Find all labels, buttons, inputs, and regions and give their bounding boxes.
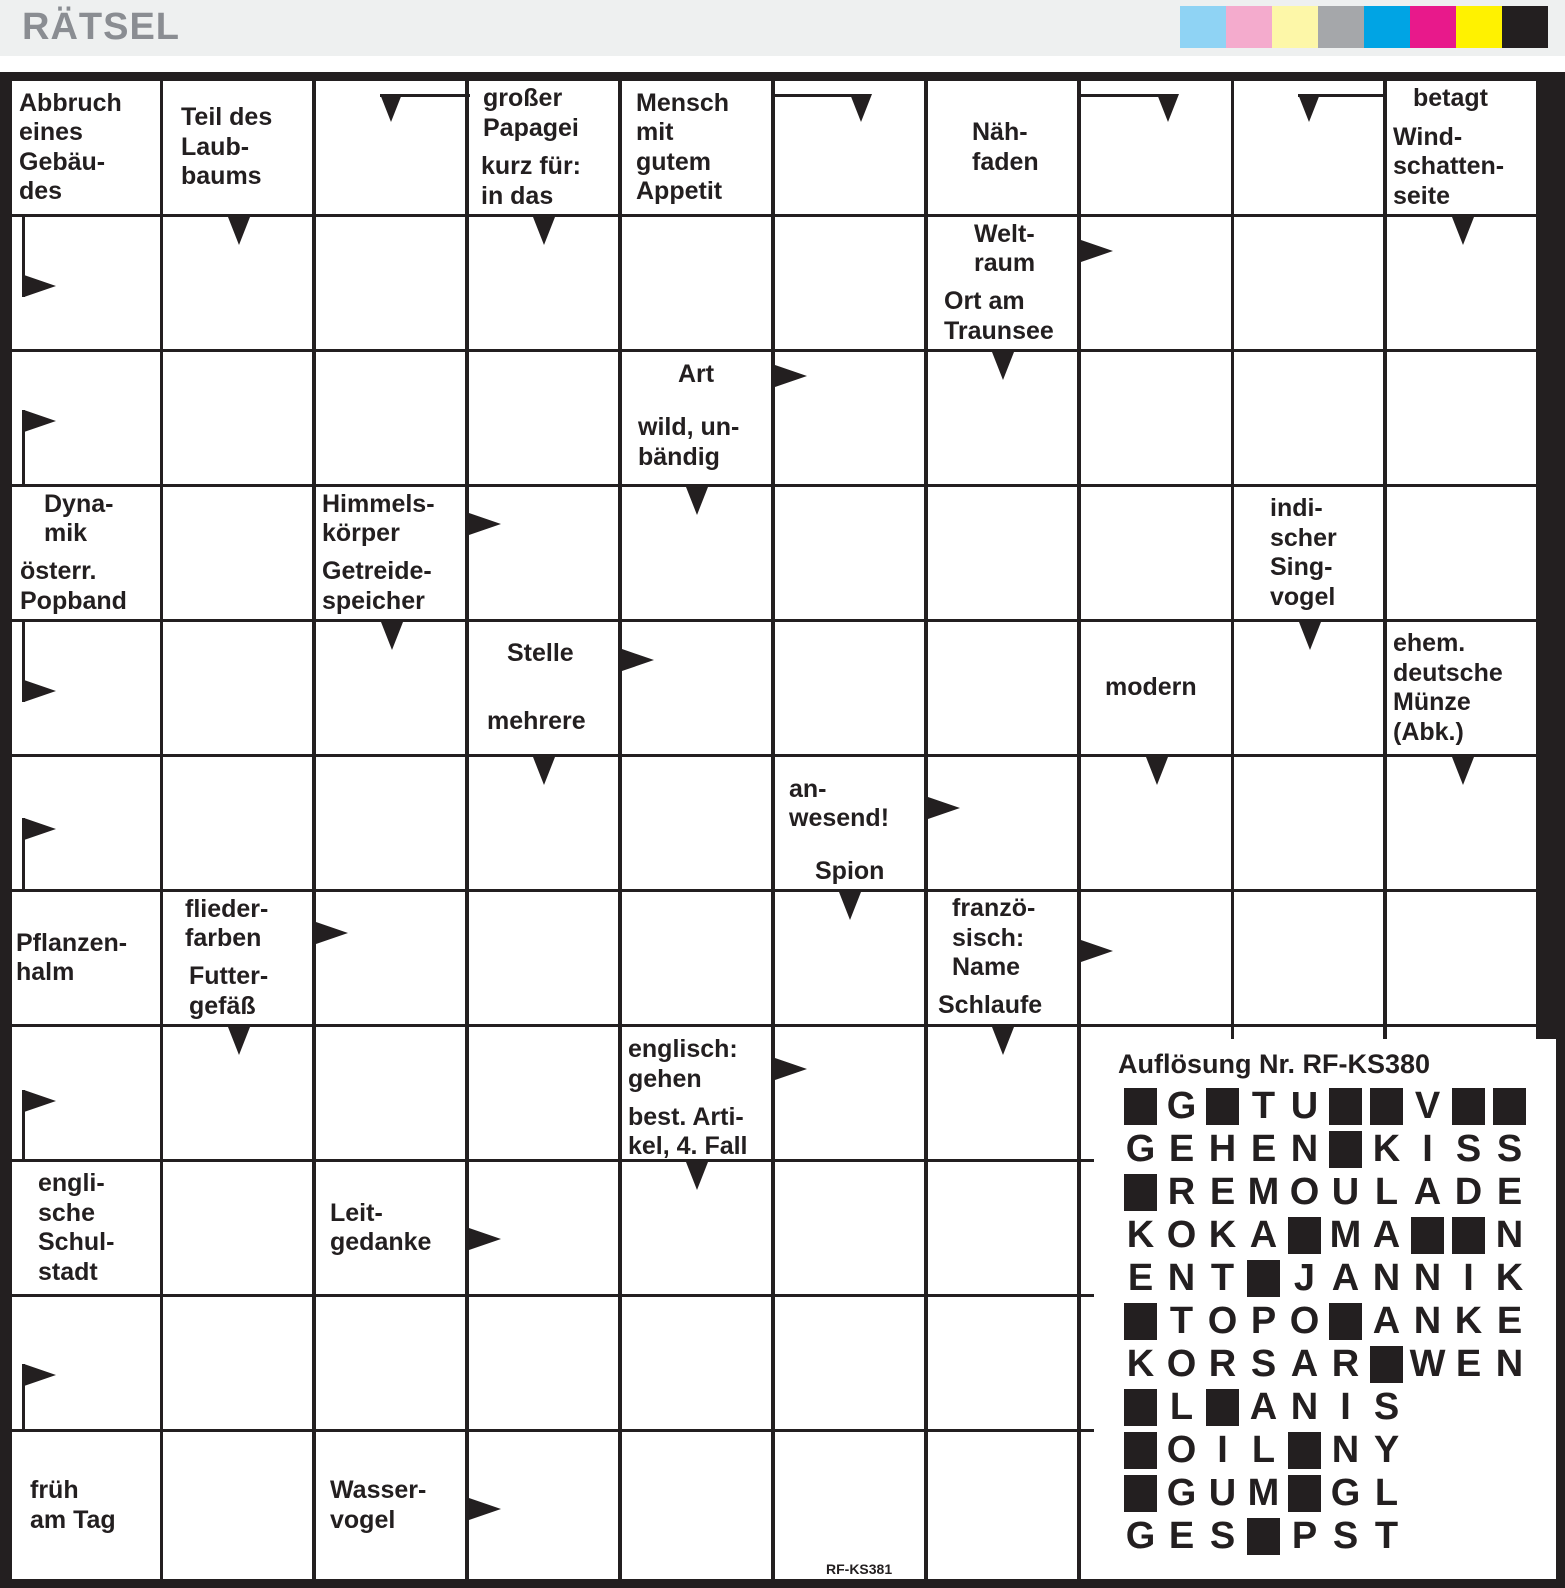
- solution-letter: N: [1167, 1257, 1196, 1299]
- solution-letter: E: [1250, 1128, 1277, 1170]
- solution-letter: E: [1168, 1128, 1195, 1170]
- answer-cell[interactable]: [622, 1432, 771, 1579]
- solution-letter: O: [1166, 1429, 1197, 1471]
- solution-letter: R: [1167, 1171, 1196, 1213]
- answer-cell[interactable]: [928, 1432, 1077, 1579]
- solution-letter: I: [1463, 1257, 1474, 1299]
- arrow-rule: [775, 94, 861, 97]
- solution-letter: L: [1374, 1171, 1399, 1213]
- answer-cell[interactable]: [316, 1027, 465, 1159]
- answer-cell[interactable]: [1234, 757, 1383, 889]
- clue-abbruch: Abbruch eines Gebäu- des: [12, 81, 160, 214]
- answer-cell[interactable]: [1387, 487, 1536, 619]
- solution-letter: K: [1126, 1214, 1155, 1256]
- solution-letter: N: [1331, 1429, 1360, 1471]
- solution-panel: [1094, 1039, 1556, 1579]
- arrow-down: [380, 94, 402, 122]
- solution-letter: R: [1331, 1343, 1360, 1385]
- solution-block: [1202, 1386, 1243, 1429]
- answer-cell[interactable]: [316, 352, 465, 484]
- solution-letter: A: [1372, 1214, 1401, 1256]
- solution-letter: G: [1330, 1472, 1361, 1514]
- answer-cell[interactable]: [163, 1162, 312, 1294]
- answer-cell[interactable]: [928, 1297, 1077, 1429]
- arrow-down: [686, 487, 708, 515]
- clue-weltraum: Welt- raum: [928, 217, 1077, 281]
- arrow-down: [686, 1162, 708, 1190]
- clue-singvogel: indi- scher Sing- vogel: [1234, 487, 1383, 619]
- solution-letter: G: [1125, 1515, 1156, 1557]
- answer-cell[interactable]: [163, 622, 312, 754]
- answer-cell[interactable]: [622, 217, 771, 349]
- solution-letter: E: [1168, 1515, 1195, 1557]
- solution-letter: N: [1413, 1257, 1442, 1299]
- solution-letter: O: [1289, 1300, 1320, 1342]
- answer-cell[interactable]: [775, 1027, 924, 1159]
- solution-letter: A: [1249, 1214, 1278, 1256]
- clue-naehfaden: Näh- faden: [928, 81, 1077, 214]
- arrow-down: [533, 757, 555, 785]
- solution-letter: M: [1247, 1171, 1280, 1213]
- clue-laubbaum: Teil des Laub- baums: [163, 81, 312, 214]
- answer-cell[interactable]: [775, 1162, 924, 1294]
- solution-letter: I: [1422, 1128, 1433, 1170]
- clue-leitgedanke: Leit- gedanke: [316, 1162, 465, 1294]
- answer-cell[interactable]: [469, 352, 618, 484]
- answer-cell[interactable]: [622, 892, 771, 1024]
- clue-artikel: best. Arti- kel, 4. Fall: [622, 1105, 771, 1159]
- arrow-down: [1146, 757, 1168, 785]
- solution-block: [1489, 1085, 1530, 1128]
- answer-cell[interactable]: [928, 757, 1077, 889]
- solution-row: [1120, 1214, 1530, 1257]
- flag-arrow: [24, 275, 56, 297]
- arrow-down: [228, 217, 250, 245]
- solution-letter: W: [1409, 1343, 1446, 1385]
- solution-title: Auflösung Nr. RF-KS380: [1118, 1049, 1431, 1079]
- answer-cell[interactable]: [928, 622, 1077, 754]
- clue-mensch: Mensch mit gutem Appetit: [622, 81, 771, 214]
- clue-anwesend: an- wesend!: [775, 757, 924, 851]
- solution-letter: N: [1413, 1300, 1442, 1342]
- arrow-down: [1452, 217, 1474, 245]
- clue-dynamik: Dyna- mik: [12, 487, 160, 551]
- arrow-down: [992, 352, 1014, 380]
- answer-cell[interactable]: [775, 217, 924, 349]
- solution-letter: U: [1290, 1085, 1319, 1127]
- solution-letter: E: [1127, 1257, 1154, 1299]
- answer-cell[interactable]: [775, 1432, 924, 1579]
- clue-gehen: englisch: gehen: [622, 1027, 771, 1102]
- solution-block: [1120, 1429, 1161, 1472]
- answer-cell[interactable]: [1081, 352, 1231, 484]
- arrow-right: [775, 365, 807, 387]
- solution-letter: J: [1293, 1257, 1316, 1299]
- answer-cell[interactable]: [1387, 352, 1536, 484]
- solution-letter: N: [1495, 1214, 1524, 1256]
- solution-letter: E: [1496, 1171, 1523, 1213]
- flag-arrow: [24, 1090, 56, 1112]
- clue-windschatten: Wind- schatten- seite: [1387, 120, 1536, 214]
- flag-arrow: [24, 818, 56, 840]
- solution-letter: O: [1166, 1343, 1197, 1385]
- solution-letter: O: [1166, 1214, 1197, 1256]
- answer-cell[interactable]: [1081, 487, 1231, 619]
- solution-block: [1120, 1472, 1161, 1515]
- answer-cell[interactable]: [1234, 892, 1383, 1024]
- solution-row: [1120, 1257, 1530, 1300]
- solution-letter: A: [1372, 1300, 1401, 1342]
- flag-arrow: [24, 1364, 56, 1386]
- clue-stelle: Stelle: [469, 622, 618, 686]
- solution-letter: A: [1413, 1171, 1442, 1213]
- answer-cell[interactable]: [775, 487, 924, 619]
- arrow-down: [1299, 622, 1321, 650]
- clue-in-das: kurz für: in das: [469, 149, 618, 214]
- clue-papagei: großer Papagei: [469, 81, 618, 146]
- answer-cell[interactable]: [163, 352, 312, 484]
- solution-row: [1120, 1085, 1530, 1128]
- answer-cell[interactable]: [775, 1297, 924, 1429]
- arrow-right: [775, 1058, 807, 1080]
- arrow-right: [469, 1228, 501, 1250]
- solution-letter: E: [1209, 1171, 1236, 1213]
- solution-letter: K: [1126, 1343, 1155, 1385]
- solution-letter: D: [1454, 1171, 1483, 1213]
- solution-letter: T: [1169, 1300, 1194, 1342]
- solution-letter: O: [1207, 1300, 1238, 1342]
- solution-letter: K: [1454, 1300, 1483, 1342]
- solution-block: [1120, 1085, 1161, 1128]
- answer-cell[interactable]: [163, 1432, 312, 1579]
- solution-letter: U: [1331, 1171, 1360, 1213]
- clue-himmelskoerper: Himmels- körper: [316, 487, 465, 551]
- puzzle-code: RF-KS381: [826, 1561, 893, 1577]
- solution-block: [1243, 1257, 1284, 1300]
- solution-block: [1366, 1343, 1407, 1386]
- solution-block: [1284, 1214, 1325, 1257]
- solution-letter: V: [1414, 1085, 1441, 1127]
- answer-cell[interactable]: [1234, 352, 1383, 484]
- answer-cell[interactable]: [316, 892, 465, 1024]
- solution-row: [1120, 1386, 1407, 1429]
- arrow-right: [1081, 940, 1113, 962]
- clue-schlaufe: Schlaufe: [928, 988, 1077, 1024]
- solution-letter: E: [1455, 1343, 1482, 1385]
- solution-letter: L: [1251, 1429, 1276, 1471]
- solution-letter: Y: [1373, 1429, 1400, 1471]
- solution-letter: S: [1209, 1515, 1236, 1557]
- solution-letter: P: [1250, 1300, 1277, 1342]
- answer-cell[interactable]: [316, 1297, 465, 1429]
- solution-row: [1120, 1429, 1407, 1472]
- solution-letter: P: [1291, 1515, 1318, 1557]
- answer-cell[interactable]: [1234, 217, 1383, 349]
- arrow-right: [928, 797, 960, 819]
- solution-letter: G: [1166, 1472, 1197, 1514]
- solution-letter: M: [1329, 1214, 1362, 1256]
- solution-letter: N: [1495, 1343, 1524, 1385]
- solution-row: [1120, 1343, 1530, 1386]
- clue-spion: Spion: [775, 854, 924, 889]
- arrow-right: [469, 513, 501, 535]
- solution-letter: L: [1169, 1386, 1194, 1428]
- solution-letter: K: [1208, 1214, 1237, 1256]
- solution-letter: E: [1496, 1300, 1523, 1342]
- solution-block: [1120, 1300, 1161, 1343]
- arrow-down: [1157, 94, 1179, 122]
- clue-popband: österr. Popband: [12, 554, 160, 619]
- solution-block: [1284, 1472, 1325, 1515]
- arrow-down: [850, 94, 872, 122]
- solution-letter: U: [1208, 1472, 1237, 1514]
- solution-block: [1407, 1214, 1448, 1257]
- solution-letter: S: [1332, 1515, 1359, 1557]
- answer-cell[interactable]: [469, 1297, 618, 1429]
- solution-letter: K: [1372, 1128, 1401, 1170]
- solution-block: [1325, 1300, 1366, 1343]
- solution-letter: I: [1340, 1386, 1351, 1428]
- clue-betagt: betagt: [1387, 81, 1536, 117]
- arrow-down: [228, 1027, 250, 1055]
- answer-cell[interactable]: [469, 1027, 618, 1159]
- arrow-down: [1452, 757, 1474, 785]
- answer-cell[interactable]: [316, 217, 465, 349]
- solution-row: [1120, 1472, 1407, 1515]
- answer-cell[interactable]: [316, 757, 465, 889]
- arrow-down: [381, 622, 403, 650]
- answer-cell[interactable]: [775, 622, 924, 754]
- solution-letter: T: [1251, 1085, 1276, 1127]
- flag-arrow: [24, 410, 56, 432]
- solution-letter: A: [1249, 1386, 1278, 1428]
- solution-letter: N: [1290, 1128, 1319, 1170]
- answer-cell[interactable]: [163, 757, 312, 889]
- clue-name: franzö- sisch: Name: [928, 892, 1077, 985]
- solution-letter: G: [1125, 1128, 1156, 1170]
- clue-futtergefaess: Futter- gefäß: [163, 959, 312, 1024]
- solution-letter: T: [1374, 1515, 1399, 1557]
- answer-cell[interactable]: [469, 892, 618, 1024]
- arrow-right: [469, 1498, 501, 1520]
- answer-cell[interactable]: [928, 487, 1077, 619]
- solution-block: [1284, 1429, 1325, 1472]
- solution-letter: S: [1496, 1128, 1523, 1170]
- arrow-right: [622, 649, 654, 671]
- answer-cell[interactable]: [469, 487, 618, 619]
- clue-muenze: ehem. deutsche Münze (Abk.): [1387, 622, 1536, 754]
- solution-letter: A: [1290, 1343, 1319, 1385]
- clue-getreidespeicher: Getreide- speicher: [316, 554, 465, 619]
- arrow-right: [1081, 240, 1113, 262]
- solution-block: [1325, 1128, 1366, 1171]
- answer-cell[interactable]: [622, 757, 771, 889]
- solution-letter: I: [1217, 1429, 1228, 1471]
- clue-fliederfarben: flieder- farben: [163, 892, 312, 956]
- solution-letter: S: [1455, 1128, 1482, 1170]
- arrow-right: [316, 922, 348, 944]
- solution-block: [1448, 1214, 1489, 1257]
- page-title: RÄTSEL: [22, 6, 180, 48]
- solution-row: [1120, 1515, 1407, 1558]
- answer-cell[interactable]: [1081, 217, 1231, 349]
- answer-cell[interactable]: [12, 1297, 160, 1429]
- clue-traunsee: Ort am Traunsee: [928, 284, 1077, 349]
- arrow-rule: [1081, 94, 1167, 97]
- arrow-down: [533, 217, 555, 245]
- clue-art: Art: [622, 352, 771, 398]
- arrow-down: [1298, 94, 1320, 122]
- solution-row: [1120, 1171, 1530, 1214]
- answer-cell[interactable]: [622, 1297, 771, 1429]
- solution-letter: R: [1208, 1343, 1237, 1385]
- clue-wasservogel: Wasser- vogel: [316, 1432, 465, 1579]
- solution-block: [1243, 1515, 1284, 1558]
- solution-block: [1120, 1386, 1161, 1429]
- answer-cell[interactable]: [622, 622, 771, 754]
- solution-letter: N: [1290, 1386, 1319, 1428]
- solution-letter: L: [1374, 1472, 1399, 1514]
- solution-letter: G: [1166, 1085, 1197, 1127]
- clue-mehrere: mehrere: [469, 689, 618, 754]
- solution-letter: A: [1331, 1257, 1360, 1299]
- clue-schulstadt: engli- sche Schul- stadt: [12, 1162, 160, 1294]
- clue-wild: wild, un- bändig: [622, 401, 771, 484]
- solution-letter: O: [1289, 1171, 1320, 1213]
- answer-cell[interactable]: [1081, 81, 1231, 214]
- flag-arrow: [24, 680, 56, 702]
- solution-block: [1120, 1171, 1161, 1214]
- solution-block: [1202, 1085, 1243, 1128]
- solution-letter: S: [1373, 1386, 1400, 1428]
- solution-row: [1120, 1128, 1530, 1171]
- solution-letter: N: [1372, 1257, 1401, 1299]
- solution-letter: H: [1208, 1128, 1237, 1170]
- solution-row: [1120, 1300, 1530, 1343]
- clue-modern: modern: [1081, 622, 1231, 754]
- solution-letter: K: [1495, 1257, 1524, 1299]
- clue-pflanzenhalm: Pflanzen- halm: [12, 892, 160, 1024]
- answer-cell[interactable]: [163, 487, 312, 619]
- clue-frueh: früh am Tag: [12, 1432, 160, 1579]
- arrow-down: [839, 892, 861, 920]
- answer-cell[interactable]: [1387, 892, 1536, 1024]
- arrow-down: [992, 1027, 1014, 1055]
- solution-block: [1366, 1085, 1407, 1128]
- solution-letter: M: [1247, 1472, 1280, 1514]
- solution-block: [1448, 1085, 1489, 1128]
- answer-cell[interactable]: [928, 1162, 1077, 1294]
- answer-cell[interactable]: [163, 1297, 312, 1429]
- solution-block: [1325, 1085, 1366, 1128]
- solution-letter: S: [1250, 1343, 1277, 1385]
- solution-letter: T: [1210, 1257, 1235, 1299]
